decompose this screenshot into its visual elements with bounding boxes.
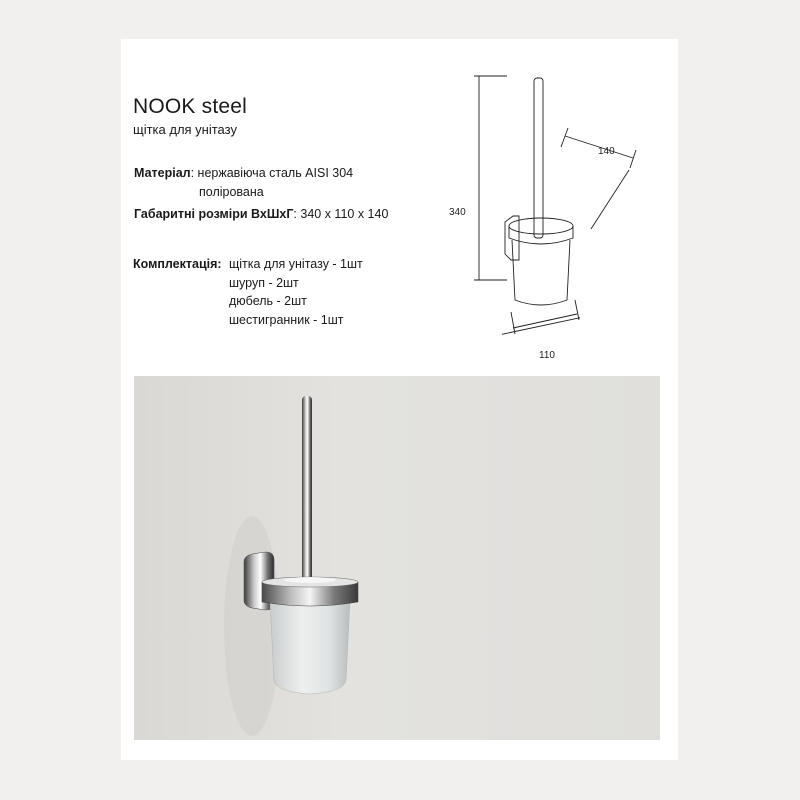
glass-cup — [270, 600, 350, 694]
material-value-line2: полірована — [199, 185, 264, 199]
width-tick — [511, 312, 515, 334]
kit-item: шестигранник - 1шт — [229, 313, 344, 327]
product-sheet — [121, 39, 678, 760]
product-photo — [134, 376, 660, 740]
width-tick — [575, 300, 579, 320]
brush-handle — [302, 396, 312, 586]
product-title: NOOK steel — [133, 95, 248, 118]
dimensions-value: : 340 х 110 х 140 — [293, 207, 389, 221]
kit-item: дюбель - 2шт — [229, 294, 307, 308]
width-label: 110 — [539, 350, 555, 361]
product-subtitle: щітка для унітазу — [133, 122, 237, 137]
kit-item: щітка для унітазу - 1шт — [229, 257, 363, 271]
height-label: 340 — [449, 207, 466, 218]
brush-handle-outline — [534, 78, 543, 238]
material-value: : нержавіюча сталь AISI 304 — [190, 166, 354, 180]
kit-label: Комплектація: — [133, 257, 222, 271]
dimensions-label: Габаритні розміри ВхШхГ — [134, 207, 294, 221]
material-label: Матеріал — [134, 166, 191, 180]
material-row — [134, 164, 353, 182]
dimensions-row — [134, 205, 388, 223]
kit-item: шуруп - 2шт — [229, 276, 299, 290]
technical-drawing — [441, 64, 641, 361]
cup-body-outline — [512, 240, 570, 305]
depth-label: 140 — [598, 146, 615, 157]
